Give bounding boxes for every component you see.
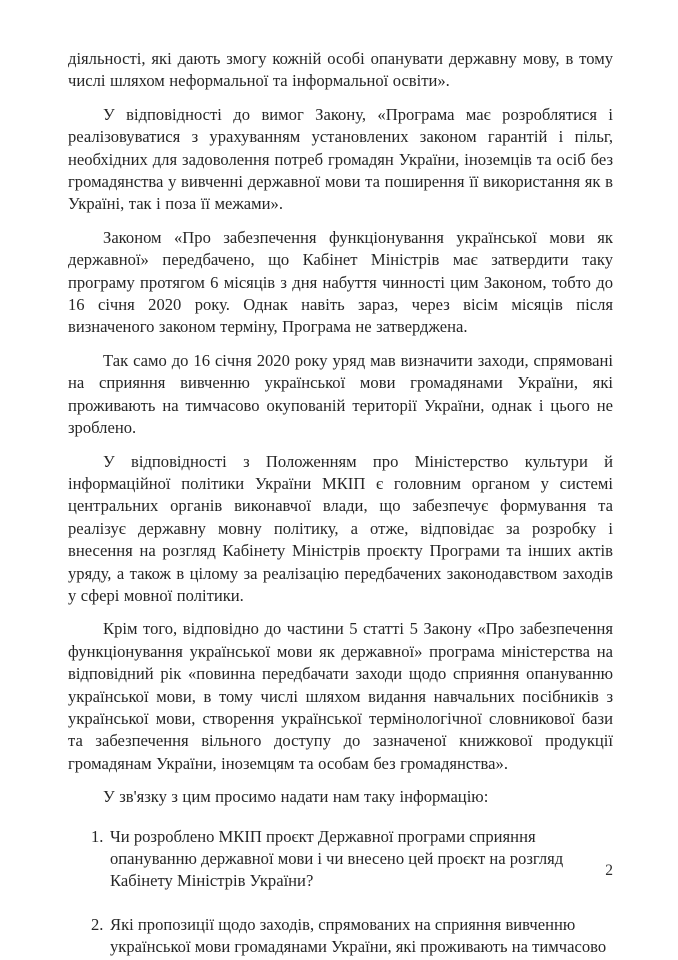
- paragraph-tak-samo: Так само до 16 січня 2020 року уряд мав визначити заходи, спрямовані на сприяння вивченню української мови громадянами України, які проживають на тимчасово окупованій території України, однак і цього не зроблено.: [68, 350, 613, 438]
- list-item-text: Які пропозиції щодо заходів, спрямованих на сприяння вивченню української мови громадянами України, які проживають на тимчасово: [110, 914, 607, 957]
- list-item-text: Чи розроблено МКІП проєкт Державної програми сприяння опануванню державної мови і чи внесено цей проєкт на розгляд Кабінету Міністрів України?: [110, 826, 564, 891]
- paragraph-continuation: діяльності, які дають змогу кожній особі опанувати державну мову, в тому числі шляхом неформальної та інформальної освіти».: [68, 49, 613, 91]
- paragraph-request-lead-in: У зв'язку з цим просимо надати нам таку інформацію:: [103, 787, 489, 807]
- paragraph-vidpovidnosti-vymog: У відповідності до вимог Закону, «Програма має розроблятися і реалізовуватися з урахуванням установлених законом гарантій і пільг, необхідних для задоволення потреб громадян України, іноземців та осіб без громадянства у вивченні державної мови та поширення її використання як в Україні, так і поза її межами».: [68, 104, 613, 214]
- list-item: [68, 914, 613, 959]
- questions-list: [68, 826, 613, 959]
- page-number: 2: [605, 862, 613, 879]
- document-text-body: [68, 48, 613, 960]
- paragraph-krim-togo: Крім того, відповідно до частини 5 статті 5 Закону «Про забезпечення функціонування української мови як державної» програма міністерства на відповідний рік «повинна передбачати заходи щодо сприяння опануванню української мови, в тому числі шляхом видання навчальних посібників з української мови, створення української термінологічної словникової бази та забезпечення вільного доступу до зазначеної книжкової продукції громадянам України, іноземцям та особам без громадянства».: [68, 619, 613, 773]
- paragraph-polozhennya-mkip: У відповідності з Положенням про Міністерство культури й інформаційної політики України МКІП є головним органом у системі центральних органів виконавчої влади, що забезпечує формування та реалізує державну мовну політику, а отже, відповідає за розробку і внесення на розгляд Кабінету Міністрів проєкту Програми та інших актів уряду, а також в цілому за реалізацію передбачених законодавством заходів у сфері мовної політики.: [68, 451, 613, 605]
- list-item-marker: 2.: [91, 914, 104, 934]
- list-item: [68, 826, 613, 893]
- list-item-marker: 1.: [91, 826, 104, 846]
- paragraph-zakonom-zabezpechennya: Законом «Про забезпечення функціонування української мови як державної» передбачено, що Кабінет Міністрів має затвердити таку програму протягом 6 місяців з дня набуття чинності цим Законом, тобто до 16 січня 2020 року. Однак навіть зараз, через вісім місяців після визначеного законом терміну, Програма не затверджена.: [68, 227, 613, 337]
